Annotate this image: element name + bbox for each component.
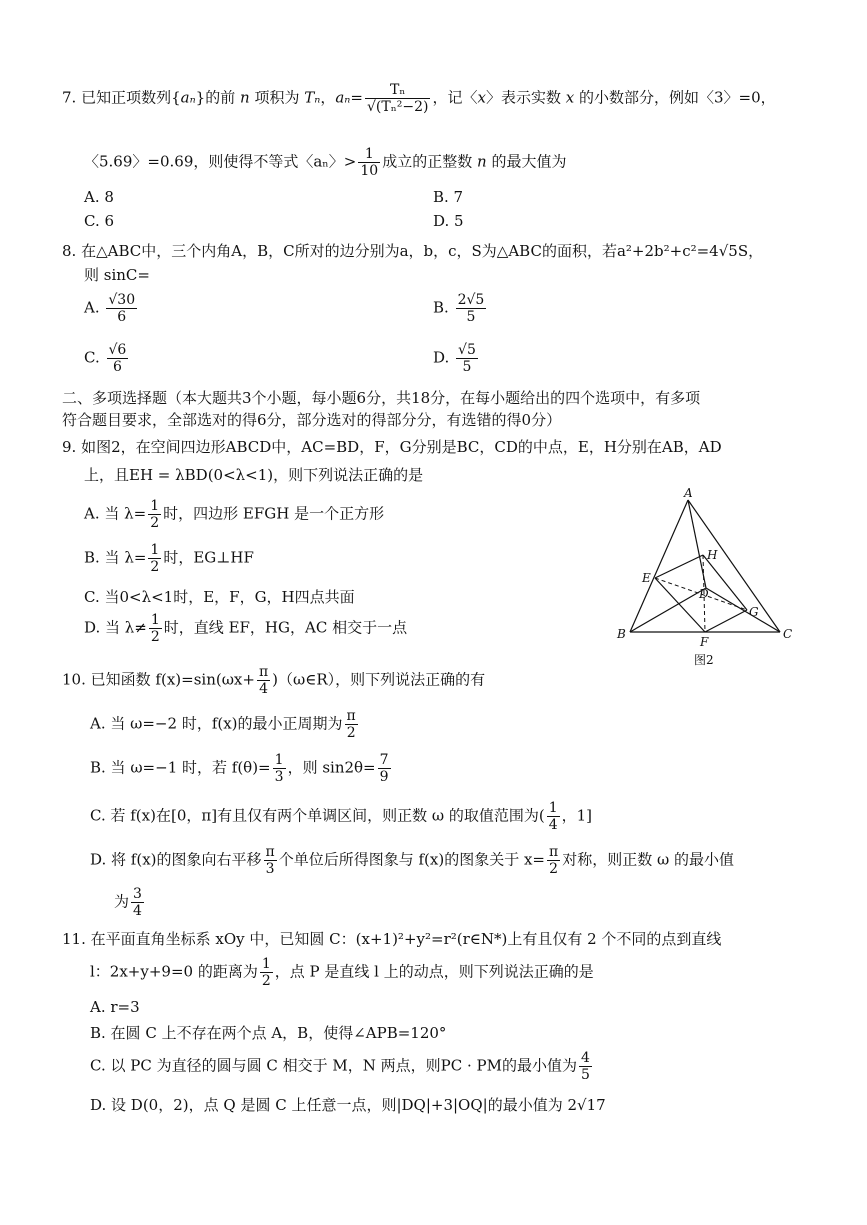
q8-option-d: D. $\frac{√5}{5}$ (433, 342, 476, 376)
fig-label-d: D (699, 587, 709, 601)
fig-label-g: G (749, 605, 759, 619)
q10-option-d: D. 将 f(x)的图象向右平移 $\frac{\pi}{3}$ 个单位后所得图象与 f(x)的图象关于 x= $\frac{\pi}{2}$ 对称，则正数 ω 的最小值 (90, 844, 734, 878)
q9-option-d: D. 当 λ≠ $\frac{1}{2}$ 时，直线 EF，HG，AC 相交于一点 (84, 612, 408, 646)
section-title: 二、多项选择题（本大题共3个小题，每小题6分，共18分，在每小题给出的四个选项中，有多项 符合题目要求，全部选对的得6分，部分选对的得部分分，有选错的得0分） (62, 389, 701, 429)
q11-option-b: B. 在圆 C 上不存在两个点 A，B，使得∠APB=120° (90, 1024, 447, 1042)
q9-line1: 9. 如图2，在空间四边形ABCD中，AC=BD，F，G分别是BC，CD的中点，E，H分别在AB，AD (62, 438, 722, 456)
q9-option-c: C. 当0<λ<1时，E，F，G，H四点共面 (84, 588, 355, 606)
q7-option-a: A. 8 (84, 188, 114, 206)
figure-caption: 图2 (694, 653, 714, 667)
q9-option-b: B. 当 λ= $\frac{1}{2}$ 时，EG⊥HF (84, 542, 254, 576)
q7-number: 7. (62, 88, 77, 107)
fig-label-a: A (684, 486, 693, 500)
fig-label-h: H (707, 548, 718, 562)
q8-option-a: A. $\frac{√30}{6}$ (84, 292, 136, 326)
q10-option-b: B. 当 ω=−1 时，若 f(θ)= $\frac{1}{3}$ ，则 sin2θ= $\frac{7}{9}$ (90, 752, 389, 786)
q11-option-a: A. r=3 (90, 998, 140, 1016)
q8-line1: 8. 在△ABC中，三个内角A，B，C所对的边分别为a，b，c，S为△ABC的面积，若a²+2b²+c²=4√5S， (62, 242, 764, 260)
q7-option-d: D. 5 (433, 212, 464, 230)
tetrahedron-figure (612, 486, 802, 671)
q9-line2: 上，且EH = λBD(0<λ<1)，则下列说法正确的是 (84, 466, 424, 484)
q8-line2: 则 sinC= (84, 266, 150, 284)
q11-line1: 11. 在平面直角坐标系 xOy 中，已知圆 C：(x+1)²+y²=r²(r∈N*)上有且仅有 2 个不同的点到直线 (62, 930, 722, 948)
q7-option-c: C. 6 (84, 212, 115, 230)
q10-option-c: C. 若 f(x)在[0，π]有且仅有两个单调区间，则正数 ω 的取值范围为( $\frac{1}{4}$ ，1] (90, 800, 593, 834)
q10-stem: 10. 已知函数 f(x)=sin(ωx+ $\frac{\pi}{4}$ )（ω∈R），则下列说法正确的有 (62, 664, 486, 698)
q7-fraction: $\frac{\text{Tₙ}}{\text{√(Tₙ²−2)}}$ (366, 82, 429, 116)
q11-option-d: D. 设 D(0，2)，点 Q 是圆 C 上任意一点，则|DQ|+3|OQ|的最小值为 2√17 (90, 1096, 606, 1114)
q11-line2: l：2x+y+9=0 的距离为 $\frac{1}{2}$ ，点 P 是直线 l 上的动点，则下列说法正确的是 (90, 956, 594, 990)
q7-line2: 〈5.69〉=0.69，则使得不等式〈aₙ〉> $\frac{1}{10}$ 成立的正整数 n 的最大值为 (84, 146, 567, 180)
q7-line1: 7. 已知正项数列{aₙ}的前 n 项积为 Tₙ，aₙ= $\frac{\text{Tₙ}}{\text{√(Tₙ²−2)}}$ ，记〈x〉表示实数 x 的小数部分，例如〈3〉=0， (62, 82, 776, 116)
q10-option-a: A. 当 ω=−2 时，f(x)的最小正周期为 $\frac{\pi}{2}$ (90, 708, 356, 742)
fig-label-b: B (617, 627, 626, 641)
q8-option-c: C. $\frac{√6}{6}$ (84, 342, 127, 376)
fig-label-e: E (642, 571, 651, 585)
q8-option-b: B. $\frac{2√5}{5}$ (433, 292, 485, 326)
q11-option-c: C. 以 PC 为直径的圆与圆 C 相交于 M，N 两点，则PC · PM的最小值为 $\frac{4}{5}$ (90, 1050, 590, 1084)
fig-label-c: C (783, 627, 793, 641)
q7-option-b: B. 7 (433, 188, 464, 206)
q10-option-d-cont: 为 $\frac{3}{4}$ (114, 886, 142, 920)
q9-option-a: A. 当 λ= $\frac{1}{2}$ 时，四边形 EFGH 是一个正方形 (84, 498, 385, 532)
fig-label-f: F (700, 635, 709, 649)
